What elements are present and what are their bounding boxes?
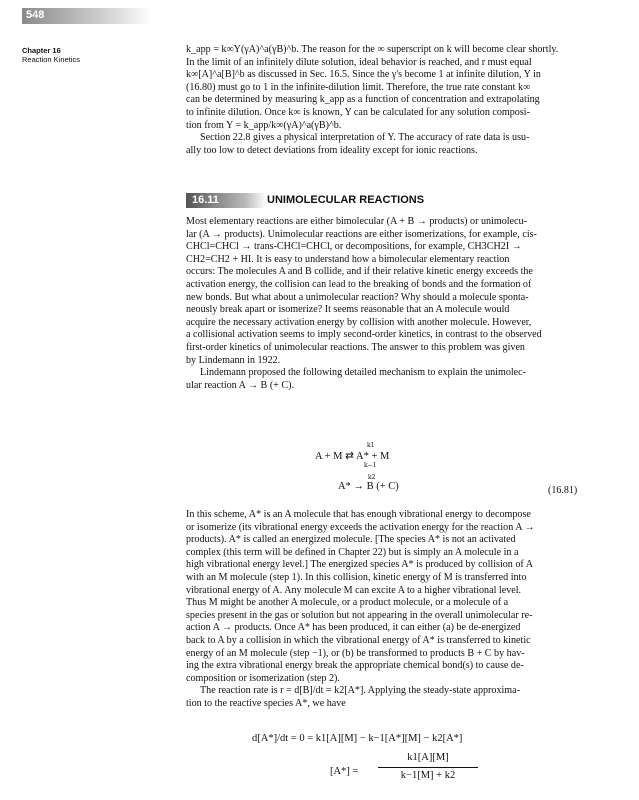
- text-line: lar (A → products). Unimolecular reactions are either isomerizations, for example, cis-: [186, 228, 537, 240]
- text-line: (16.80) must go to 1 in the infinite-dilution limit. Therefore, the true rate constant k∞: [186, 81, 531, 93]
- text-line: first-order kinetics of unimolecular reactions. The answer to this problem was given: [186, 341, 525, 353]
- text-line: The reaction rate is r = d[B]/dt = k2[A*]. Applying the steady-state approxima-: [200, 685, 520, 697]
- equation-lhs: [A*] =: [330, 766, 359, 777]
- text-line: tion to the reactive species A*, we have: [186, 697, 346, 709]
- text-line: neously break apart or isomerize? It seems reasonable that an A molecule would: [186, 304, 510, 316]
- rate-constant-k1: k1: [367, 442, 375, 449]
- text-line: ally too low to detect deviations from ideality except for ionic reactions.: [186, 144, 478, 156]
- text-line: action A → products. Once A* has been produced, it can either (a) be de-energized: [186, 622, 521, 634]
- text-line: Section 22.8 gives a physical interpretation of Y. The accuracy of rate data is usu-: [200, 132, 530, 144]
- text-line: k∞[A]^a[B]^b as discussed in Sec. 16.5. Since the γ's become 1 at infinite dilution, Y in: [186, 69, 541, 81]
- text-line: occurs: The molecules A and B collide, and if their relative kinetic energy exceeds the: [186, 266, 533, 278]
- text-line: In this scheme, A* is an A molecule that has enough vibrational energy to decompose: [186, 509, 531, 520]
- top-paragraph: [186, 44, 591, 157]
- section-number: 16.11: [192, 194, 219, 206]
- text-line: a collisional activation seems to imply second-order kinetics, in contrast to the observed: [186, 329, 542, 341]
- page-number: 548: [26, 9, 45, 21]
- text-line: energy of an M molecule (step −1), or (b) be transformed to products B + C by hav-: [186, 647, 525, 659]
- text-line: CHCl=CHCl → trans-CHCl=CHCl, or decompositions, for example, CH3CH2I →: [186, 241, 522, 253]
- text-line: ing the extra vibrational energy break the appropriate chemical bond(s) to cause de-: [186, 660, 524, 672]
- text-line: back to A by a collision in which the vibrational energy of A* is transferred to kinetic: [186, 634, 531, 646]
- text-line: vibrational energy of A. Any molecule M can excite A to a higher vibrational level.: [186, 584, 522, 596]
- fraction-bar: [378, 767, 478, 768]
- mechanism-step-2: A* → B (+ C): [338, 481, 399, 492]
- chapter-title: Reaction Kinetics: [22, 55, 80, 64]
- text-line: or isomerize (its vibrational energy exceeds the activation energy for the reaction A →: [186, 521, 535, 533]
- text-line: products). A* is called an energized molecule. [The species A* is not an activated: [186, 534, 516, 546]
- text-line: Most elementary reactions are either bimolecular (A + B → products) or unimolecu-: [186, 216, 527, 227]
- text-line: can be determined by measuring k_app as a function of concentration and extrapolating: [186, 94, 540, 106]
- running-head: [22, 46, 172, 64]
- paragraph-mechanism: [186, 509, 591, 711]
- text-line: by Lindemann in 1922.: [186, 354, 281, 366]
- equation-number: (16.81): [548, 485, 578, 496]
- rate-constant-k-1: k−1: [364, 462, 377, 469]
- fraction-numerator: k1[A][M]: [407, 752, 449, 763]
- text-line: composition or isomerization (step 2).: [186, 672, 340, 684]
- text-line: Thus M might be another A molecule, or a product molecule, or a molecule of a: [186, 597, 509, 609]
- text-line: tion from Y = k_app/k∞(γA)^a(γB)^b.: [186, 119, 342, 131]
- paragraph-intro: [186, 216, 591, 392]
- text-line: with an M molecule (step 1). In this collision, kinetic energy of M is transferred into: [186, 571, 527, 583]
- text-line: new bonds. But what about a unimolecular reaction? Why should a molecule sponta-: [186, 291, 529, 303]
- section-title: UNIMOLECULAR REACTIONS: [267, 194, 425, 206]
- text-line: to infinite dilution. Once k∞ is known, Y can be calculated for any solution composi-: [186, 106, 530, 118]
- text-line: species present in the gas or solution but not appearing in the overall unimolecular re-: [186, 609, 533, 621]
- steady-state-equation: d[A*]/dt = 0 = k1[A][M] − k−1[A*][M] − k2[A*]: [252, 733, 463, 744]
- text-line: acquire the necessary activation energy by collision with another molecule. However,: [186, 316, 532, 328]
- text-line: high vibrational energy level.] The energized species A* is produced by collision of A: [186, 559, 534, 571]
- text-line: Lindemann proposed the following detailed mechanism to explain the unimolec-: [200, 367, 526, 379]
- chapter-label: Chapter 16: [22, 46, 61, 55]
- rate-constant-k2: k2: [368, 474, 376, 481]
- text-line: k_app = k∞Y(γA)^a(γB)^b. The reason for the ∞ superscript on k will become clear shortly.: [186, 44, 559, 55]
- mechanism-step-1: A + M ⇄ A* + M: [315, 451, 390, 462]
- text-line: CH2=CH2 + HI. It is easy to understand how a bimolecular elementary reaction: [186, 253, 510, 265]
- text-line: activation energy, the collision can lead to the breaking of bonds and the formation of: [186, 278, 532, 290]
- text-line: ular reaction A → B (+ C).: [186, 379, 295, 391]
- text-line: complex (this term will be defined in Chapter 22) but is simply an A molecule in a: [186, 546, 519, 558]
- fraction-denominator: k−1[M] + k2: [400, 770, 456, 781]
- text-line: In the limit of an infinitely dilute solution, ideal behavior is reached, and r must equal: [186, 56, 532, 68]
